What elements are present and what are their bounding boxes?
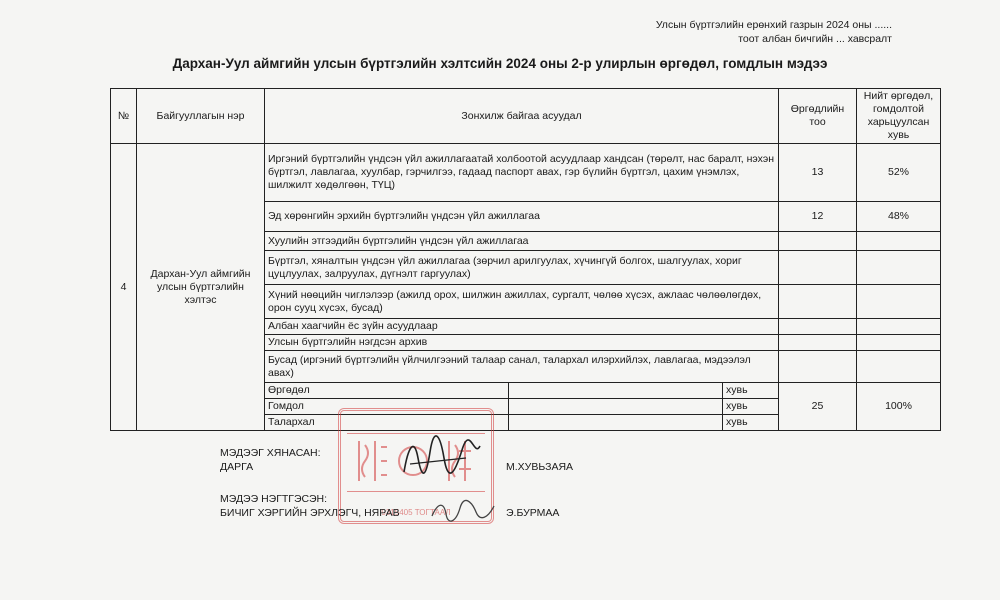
summary-pct: 100% [857, 383, 941, 431]
header-count: Өргөдлийн тоо [779, 89, 857, 144]
pct-cell [857, 251, 941, 285]
topic-row: Бусад (иргэний бүртгэлийн үйлчилгээний талаар санал, талархал илэрхийлэх, лавлагаа, мэдээлэл авах) [265, 351, 779, 383]
header-topic: Зонхилж байгаа асуудал [265, 89, 779, 144]
reviewed-label: МЭДЭЭГ ХЯНАСАН: [220, 447, 321, 459]
topic-row: Хүний нөөцийн чиглэлээр (ажилд орох, шилжин ажиллах, сургалт, чөлөө хүсэх, ажлаас чөлөөлөгдөх, орон сууц хүсэх, бусад) [265, 285, 779, 319]
count-cell: 13 [779, 144, 857, 202]
summary-unit: хувь [723, 383, 779, 399]
reviewed-block [220, 446, 321, 474]
signature-clerk-icon [428, 496, 498, 526]
compiled-block [220, 492, 400, 520]
reviewed-name: М.ХУВЬЗАЯА [506, 461, 574, 473]
summary-count: 25 [779, 383, 857, 431]
reviewed-role: ДАРГА [220, 461, 254, 473]
count-cell [779, 251, 857, 285]
signature-director-icon [396, 428, 486, 488]
pct-cell: 52% [857, 144, 941, 202]
summary-value [509, 399, 723, 415]
report-table [110, 88, 941, 431]
stamp-text: 9315405 ТОГТААЛ [381, 508, 451, 517]
header-no: № [111, 89, 137, 144]
summary-label: Талархал [265, 415, 509, 431]
pct-cell [857, 232, 941, 251]
compiled-role: БИЧИГ ХЭРГИЙН ЭРХЛЭГЧ, НЯРАВ [220, 507, 400, 519]
annex-line-2: тоот албан бичгийн ... хавсралт [738, 33, 892, 45]
summary-unit: хувь [723, 399, 779, 415]
count-cell [779, 319, 857, 335]
pct-cell [857, 335, 941, 351]
annex-line-1: Улсын бүртгэлийн ерөнхий газрын 2024 оны ...... [655, 19, 892, 31]
topic-row: Бүртгэл, хяналтын үндсэн үйл ажиллагаа (зөрчил арилгуулах, хүчингүй болгох, шалгуулах, хориг цуцлуулах, залруулах, дүгнэлт гаргуулах) [265, 251, 779, 285]
org-name: Дархан-Уул аймгийн улсын бүртгэлийн хэлтэс [137, 144, 265, 431]
count-cell [779, 285, 857, 319]
topic-row: Хуулийн этгээдийн бүртгэлийн үндсэн үйл ажиллагаа [265, 232, 779, 251]
header-org: Байгууллагын нэр [137, 89, 265, 144]
pct-cell [857, 319, 941, 335]
annex-note [656, 18, 892, 46]
compiled-name: Э.БУРМАА [506, 507, 560, 519]
summary-unit: хувь [723, 415, 779, 431]
pct-cell: 48% [857, 202, 941, 232]
pct-cell [857, 285, 941, 319]
summary-value [509, 415, 723, 431]
count-cell: 12 [779, 202, 857, 232]
summary-label: Гомдол [265, 399, 509, 415]
count-cell [779, 351, 857, 383]
pct-cell [857, 351, 941, 383]
row-number: 4 [111, 144, 137, 431]
topic-row: Эд хөрөнгийн эрхийн бүртгэлийн үндсэн үйл ажиллагаа [265, 202, 779, 232]
page-title: Дархан-Уул аймгийн улсын бүртгэлийн хэлтсийн 2024 оны 2-р улирлын өргөдөл, гомдлын мэдээ [172, 56, 828, 71]
header-pct: Нийт өргөдөл, гомдолтой харьцуулсан хувь [857, 89, 941, 144]
summary-label: Өргөдөл [265, 383, 509, 399]
topic-row: Албан хаагчийн ёс зүйн асуудлаар [265, 319, 779, 335]
topic-row: Иргэний бүртгэлийн үндсэн үйл ажиллагаатай холбоотой асуудлаар хандсан (төрөлт, нас баралт, нэхэн бүртгэл, лавлагаа, хуулбар, гэрчилгээ, гадаад паспорт авах, гэр бүлийн бүртгэл, цахим үнэмлэх, шилжилт хөдөлгөөн, ТҮЦ) [265, 144, 779, 202]
count-cell [779, 232, 857, 251]
summary-value [509, 383, 723, 399]
topic-row: Улсын бүртгэлийн нэгдсэн архив [265, 335, 779, 351]
count-cell [779, 335, 857, 351]
compiled-label: МЭДЭЭ НЭГТГЭСЭН: [220, 493, 328, 505]
